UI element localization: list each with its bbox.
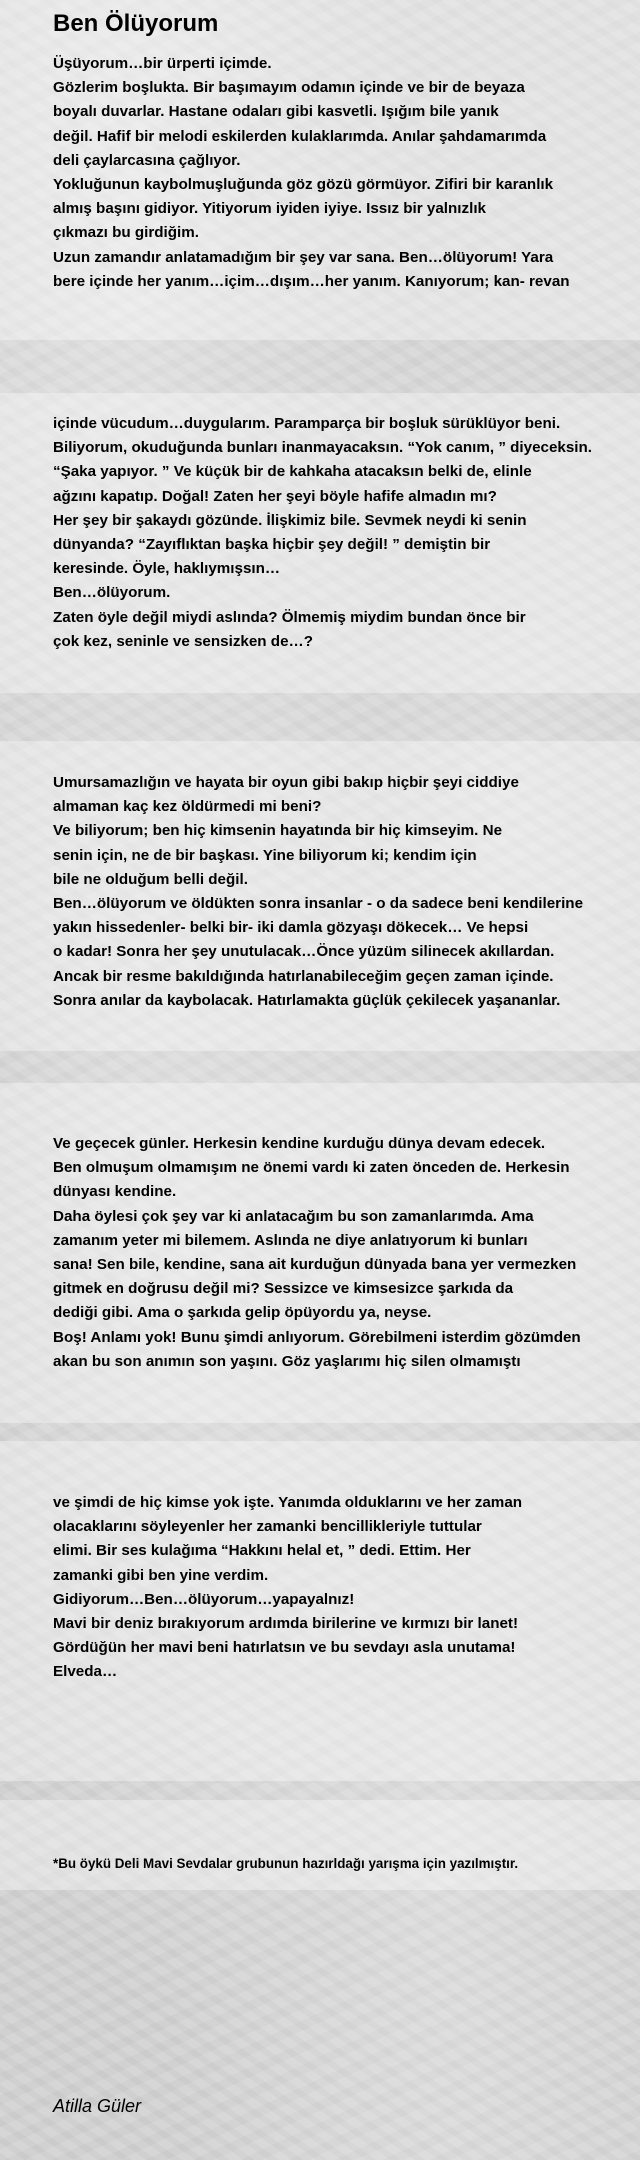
stanza-1 — [53, 52, 633, 294]
stanza-4 — [53, 1132, 633, 1374]
poem-line: Gidiyorum…Ben…ölüyorum…yapayalnız! — [53, 1590, 355, 1608]
poem-line: Umursamazlığın ve hayata bir oyun gibi bakıp hiçbir şeyi ciddiye — [53, 774, 519, 791]
poem-line: Ve biliyorum; ben hiç kimsenin hayatında bir hiç kimseyim. Ne — [53, 822, 503, 840]
poem-line: almaman kaç kez öldürmedi mi beni? — [53, 798, 322, 816]
poem-line: Ben olmuşum olmamışım ne önemi vardı ki zaten önceden de. Herkesin — [53, 1159, 570, 1177]
poem-line: Elveda… — [53, 1663, 118, 1681]
poem-line: Boş! Anlamı yok! Bunu şimdi anlıyorum. Görebilmeni isterdim gözümden — [53, 1328, 581, 1346]
poem-title: Ben Ölüyorum — [53, 10, 219, 37]
poem-line: akan bu son anımın son yaşını. Göz yaşlarımı hiç silen olmamıştı — [53, 1352, 521, 1370]
poem-line: Gördüğün her mavi beni hatırlatsın ve bu sevdayı asla unutama! — [53, 1639, 516, 1657]
poem-line: zamanki gibi ben yine verdim. — [53, 1566, 269, 1584]
poem-line: ve şimdi de hiç kimse yok işte. Yanımda olduklarını ve her zaman — [53, 1494, 523, 1511]
stanza-2 — [53, 412, 633, 654]
poem-line: dünyanda? “Zayıflıktan başka hiçbir şey değil! ” demiştin bir — [53, 536, 491, 554]
poem-line: Gözlerim boşlukta. Bir başımayım odamın içinde ve bir de beyaza — [53, 79, 525, 97]
poem-line: ağzını kapatıp. Doğal! Zaten her şeyi böyle hafife almadın mı? — [53, 487, 497, 505]
poem-line: Biliyorum, okuduğunda bunları inanmayacaksın. “Yok canım, ” diyeceksin. — [53, 439, 593, 457]
poem-line: sana! Sen bile, kendine, sana ait kurduğun dünyada bana yer vermezken — [53, 1256, 577, 1274]
poem-line: Ben…ölüyorum ve öldükten sonra insanlar - o da sadece beni kendilerine — [53, 895, 584, 913]
poem-line: Mavi bir deniz bırakıyorum ardımda birilerine ve kırmızı bir lanet! — [53, 1615, 519, 1633]
poem-line: Uzun zamandır anlatamadığım bir şey var sana. Ben…ölüyorum! Yara — [53, 248, 554, 266]
poem-line: Sonra anılar da kaybolacak. Hatırlamakta güçlük çekilecek yaşananlar. — [53, 991, 561, 1009]
poem-line: *Bu öykü Deli Mavi Sevdalar grubunun hazırldağı yarışma için yazılmıştır. — [53, 1856, 519, 1871]
poem-band — [0, 1800, 640, 1890]
poem-line: bere içinde her yanım…içim…dışım…her yanım. Kanıyorum; kan- revan — [53, 272, 570, 290]
poem-line: Ben…ölüyorum. — [53, 584, 171, 602]
poem-line: Ve geçecek günler. Herkesin kendine kurduğu dünya devam edecek. — [53, 1135, 546, 1152]
poem-line: Ancak bir resme bakıldığında hatırlanabileceğim geçen zaman içinde. — [53, 967, 554, 985]
poem-line: deli çaylarcasına çağlıyor. — [53, 151, 241, 169]
stanza-3 — [53, 771, 633, 1013]
poem-line: boyalı duvarlar. Hastane odaları gibi kasvetli. Işığım bile yanık — [53, 103, 499, 121]
poem-line: almış başını gidiyor. Yitiyorum iyiden iyiye. Issız bir yalnızlık — [53, 200, 486, 218]
footnote — [53, 1852, 633, 1876]
poem-line: elimi. Bir ses kulağıma “Hakkını helal et, ” dedi. Ettim. Her — [53, 1542, 471, 1560]
poem-line: yakın hissedenler- belki bir- iki damla gözyaşı dökecek… Ve hepsi — [53, 919, 529, 937]
poem-line: keresinde. Öyle, haklıymışsın… — [53, 560, 281, 578]
poem-line: Üşüyorum…bir ürperti içimde. — [53, 55, 272, 72]
stanza-5 — [53, 1491, 633, 1685]
poem-line: dünyası kendine. — [53, 1183, 177, 1201]
poem-line: çok kez, seninle ve sensizken de…? — [53, 632, 313, 650]
poem-line: Yokluğunun kaybolmuşluğunda göz gözü görmüyor. Zifiri bir karanlık — [53, 176, 554, 194]
poem-line: içinde vücudum…duygularım. Paramparça bir boşluk sürüklüyor beni. — [53, 415, 561, 432]
poem-line: Zaten öyle değil miydi aslında? Ölmemiş miydim bundan önce bir — [53, 608, 526, 626]
author-name: Atilla Güler — [53, 2096, 142, 2116]
poem-line: değil. Hafif bir melodi eskilerden kulaklarımda. Anılar şahdamarımda — [53, 127, 547, 145]
poem-line: olacaklarını söyleyenler her zamanki bencillikleriyle tuttular — [53, 1518, 482, 1536]
poem-line: senin için, ne de bir başkası. Yine biliyorum ki; kendim için — [53, 846, 477, 864]
poem-line: bile ne olduğum belli değil. — [53, 870, 248, 888]
poem-line: o kadar! Sonra her şey unutulacak…Önce yüzüm silinecek akıllardan. — [53, 943, 555, 961]
poem-line: zamanım yeter mi bilemem. Aslında ne diye anlatıyorum ki bunları — [53, 1231, 528, 1249]
poem-line: çıkmazı bu girdiğim. — [53, 224, 199, 242]
poem-line: dediği gibi. Ama o şarkıda gelip öpüyordu ya, neyse. — [53, 1304, 432, 1322]
poem-line: “Şaka yapıyor. ” Ve küçük bir de kahkaha atacaksın belki de, elinle — [53, 463, 532, 481]
poem-line: Her şey bir şakaydı gözünde. İlişkimiz bile. Sevmek neydi ki senin — [53, 511, 527, 529]
poem-line: Daha öylesi çok şey var ki anlatacağım bu son zamanlarımda. Ama — [53, 1207, 534, 1225]
poem-line: gitmek en doğrusu değil mi? Sessizce ve kimsesizce şarkıda da — [53, 1280, 514, 1298]
